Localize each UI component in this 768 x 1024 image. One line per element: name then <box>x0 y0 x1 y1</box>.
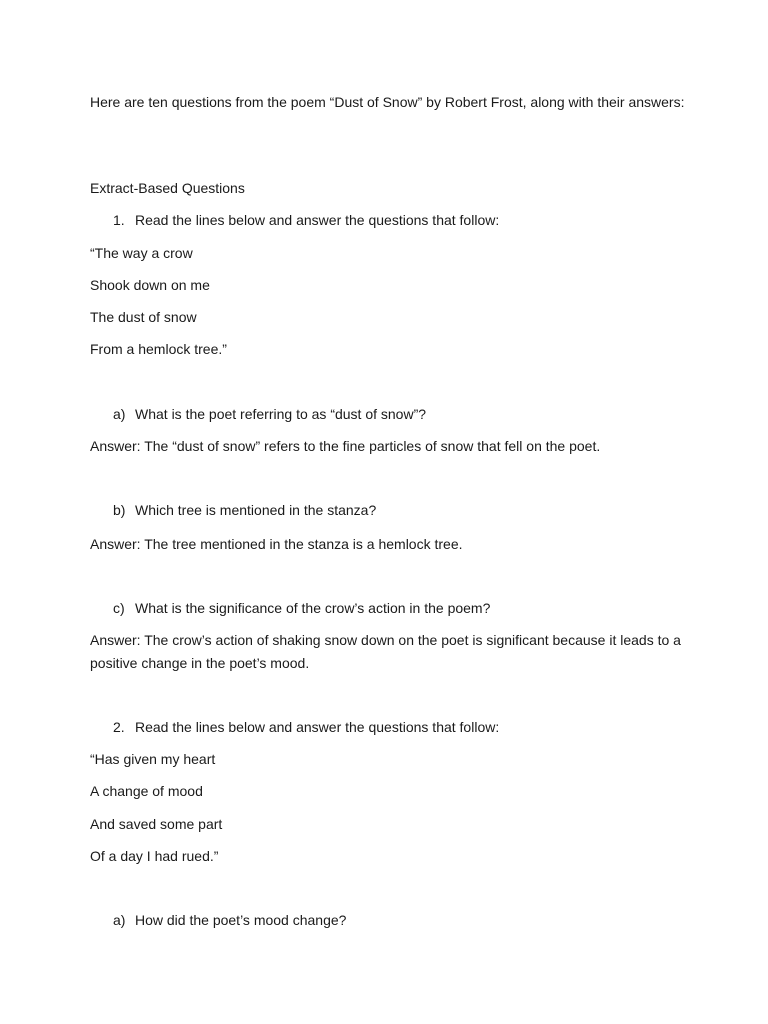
extract-line: The dust of snow <box>90 309 197 325</box>
list-marker: c) <box>113 600 125 616</box>
question-text: How did the poet’s mood change? <box>135 912 347 928</box>
list-marker: b) <box>113 502 126 518</box>
extract-line: Shook down on me <box>90 277 210 293</box>
extract-line: And saved some part <box>90 816 223 832</box>
sub-question-1c <box>113 597 490 620</box>
question-text: What is the significance of the crow’s action in the poem? <box>135 600 491 616</box>
question-text: Which tree is mentioned in the stanza? <box>135 502 377 518</box>
question-text: What is the poet referring to as “dust of snow”? <box>135 406 427 422</box>
answer-1b: Answer: The tree mentioned in the stanza is a hemlock tree. <box>90 536 463 552</box>
extract-line: A change of mood <box>90 783 203 799</box>
section-heading: Extract-Based Questions <box>90 180 245 196</box>
question-text: Read the lines below and answer the questions that follow: <box>135 212 500 228</box>
question-2-prompt <box>113 716 499 739</box>
question-1-prompt <box>113 209 499 232</box>
extract-line: “Has given my heart <box>90 751 216 767</box>
question-text: Read the lines below and answer the questions that follow: <box>135 719 500 735</box>
sub-question-2a <box>113 909 346 932</box>
extract-line: “The way a crow <box>90 245 193 261</box>
intro-paragraph: Here are ten questions from the poem “Dust of Snow” by Robert Frost, along with their answers: <box>90 94 685 110</box>
sub-question-1b <box>113 499 376 522</box>
answer-1c: Answer: The crow’s action of shaking snow down on the poet is significant because it leads to a positive change in the poet’s mood. <box>90 632 681 671</box>
list-marker: 2. <box>113 719 125 735</box>
extract-line: Of a day I had rued.” <box>90 848 219 864</box>
list-marker: 1. <box>113 212 125 228</box>
extract-line: From a hemlock tree.” <box>90 341 227 357</box>
list-marker: a) <box>113 406 126 422</box>
list-marker: a) <box>113 912 126 928</box>
sub-question-1a <box>113 403 426 426</box>
answer-1a: Answer: The “dust of snow” refers to the fine particles of snow that fell on the poet. <box>90 438 601 454</box>
